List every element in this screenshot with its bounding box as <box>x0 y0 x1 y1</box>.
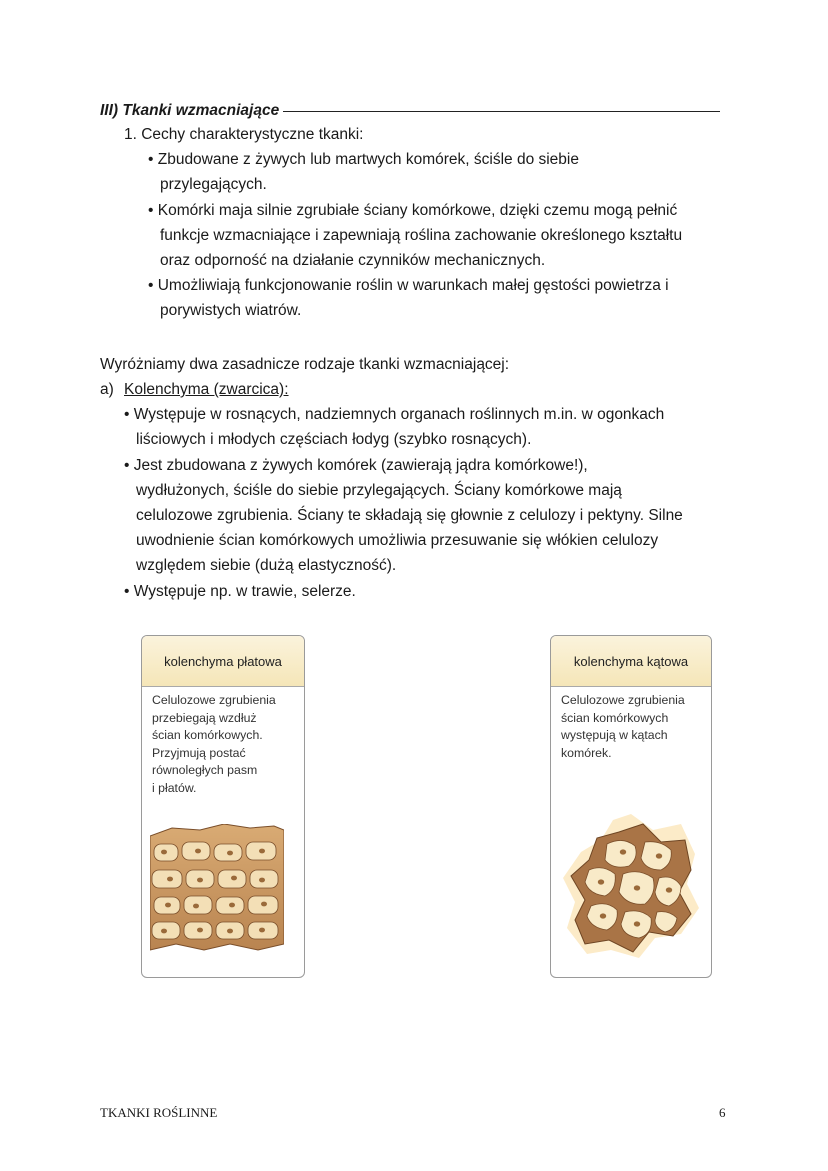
k-bullet-2-line-3: celulozowe zgrubienia. Ściany te składają się głownie z celulozy i pektyny. Silne <box>136 507 683 524</box>
k-bullet-1-line-2: liściowych i młodych częściach łodyg (szybko rosnących). <box>136 431 532 448</box>
bullet-1-line-2: przylegających. <box>160 176 267 193</box>
angular-collenchyma-illustration <box>561 812 701 962</box>
bullet-3-line-1: • Umożliwiają funkcjonowanie roślin w warunkach małej gęstości powietrza i <box>148 277 669 294</box>
desc-line: komórek. <box>561 745 612 760</box>
bullet-1-line-1: • Zbudowane z żywych lub martwych komórek, ściśle do siebie <box>148 151 579 168</box>
card-title: kolenchyma kątowa <box>551 636 711 687</box>
heading-rule <box>283 111 720 112</box>
card-description <box>152 692 276 797</box>
bullet-3-line-2: porywistych wiatrów. <box>160 302 302 319</box>
desc-line: Celulozowe zgrubienia <box>152 693 276 707</box>
subsection-marker: a) <box>100 381 114 398</box>
bullet-2-line-3: oraz odporność na działanie czynników mechanicznych. <box>160 252 546 269</box>
k-bullet-2-line-1: • Jest zbudowana z żywych komórek (zawierają jądra komórkowe!), <box>124 457 588 474</box>
desc-line: Przyjmują postać <box>152 745 246 760</box>
k-bullet-2-line-5: względem siebie (dużą elastyczność). <box>136 557 397 574</box>
subsection-title: Kolenchyma (zwarcica): <box>124 381 289 398</box>
bullet-2-line-2: funkcje wzmacniające i zapewniają roślina zachowanie określonego kształtu <box>160 227 683 244</box>
intro-text: Wyróżniamy dwa zasadnicze rodzaje tkanki wzmacniającej: <box>100 356 510 373</box>
plate-collenchyma-illustration <box>150 824 284 952</box>
list-item-1: 1. Cechy charakterystyczne tkanki: <box>124 126 364 143</box>
desc-line: występują w kątach <box>561 728 668 742</box>
k-bullet-1-line-1: • Występuje w rosnących, nadziemnych organach roślinnych m.in. w ogonkach <box>124 406 665 423</box>
card-description <box>561 692 685 762</box>
k-bullet-3-line-1: • Występuje np. w trawie, selerze. <box>124 583 356 600</box>
desc-line: ścian komórkowych. <box>152 728 263 742</box>
section-title: III) Tkanki wzmacniające <box>100 101 280 119</box>
k-bullet-2-line-4: uwodnienie ścian komórkowych umożliwia przesuwanie się włókien celulozy <box>136 532 659 549</box>
card-angular-collenchyma <box>550 635 712 978</box>
k-bullet-2-line-2: wydłużonych, ściśle do siebie przylegających. Ściany komórkowe mają <box>136 482 622 499</box>
section-heading <box>100 98 720 123</box>
desc-line: Celulozowe zgrubienia <box>561 693 685 707</box>
desc-line: ścian komórkowych <box>561 710 669 725</box>
page-number: 6 <box>719 1105 726 1120</box>
desc-line: i płatów. <box>152 780 197 795</box>
desc-line: równoległych pasm <box>152 763 258 777</box>
desc-line: przebiegają wzdłuż <box>152 710 257 725</box>
card-plate-collenchyma <box>141 635 305 978</box>
card-title: kolenchyma płatowa <box>142 636 304 687</box>
footer-title: TKANKI ROŚLINNE <box>100 1105 218 1120</box>
bullet-2-line-1: • Komórki maja silnie zgrubiałe ściany komórkowe, dzięki czemu mogą pełnić <box>148 202 678 219</box>
